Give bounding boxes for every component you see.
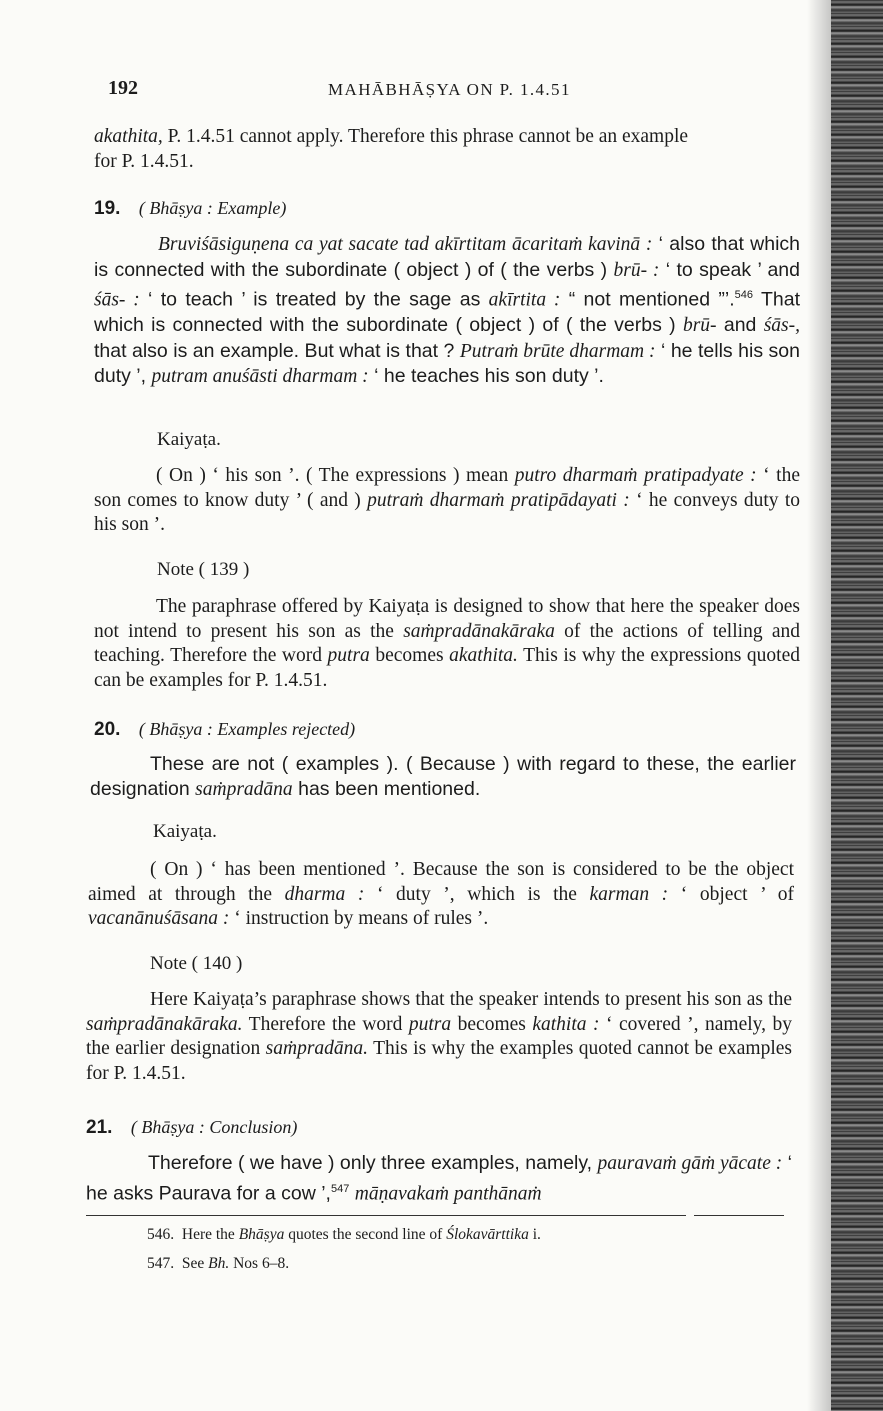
- intro-text: P. 1.4.51 cannot apply. Therefore this phrase cannot be an example: [162, 126, 689, 147]
- text: ‘ covered ’, namely, by the earlier designation: [86, 1013, 792, 1059]
- term: Ślokavārttika: [446, 1226, 529, 1243]
- text: and: [716, 314, 764, 336]
- note-140-heading: Note ( 140 ): [150, 953, 243, 974]
- note-140-paragraph: [86, 988, 792, 1086]
- text: ‘ he conveys duty to his son ’.: [94, 489, 801, 535]
- term: saṁpradānakāraka: [403, 620, 555, 642]
- section-21-heading: [86, 1117, 297, 1139]
- text: That which is connected with the subordinate ( object ) of ( the verbs ): [94, 288, 800, 336]
- text: becomes: [369, 645, 450, 666]
- bhasya-example-paragraph: [94, 232, 800, 390]
- kaiyata-paragraph: [94, 464, 800, 538]
- footnote-546: [147, 1226, 541, 1244]
- quote: putro dharmaṁ pratipadyate :: [514, 465, 757, 486]
- section-19-heading: [94, 198, 286, 220]
- footnote-divider-right: [694, 1215, 784, 1216]
- text: Therefore ( we have ) only three examples, namely,: [148, 1152, 598, 1174]
- text: ‘ he teaches his son duty ’.: [368, 365, 604, 387]
- section-number: 20.: [94, 719, 121, 740]
- text: ‘ instruction by means of rules ’.: [229, 908, 489, 929]
- term: saṁpradāna.: [265, 1038, 369, 1059]
- text: Here Kaiyaṭa’s paraphrase shows that the speaker intends to present his son as the: [150, 989, 792, 1010]
- text: i.: [528, 1226, 541, 1243]
- text: ‘ he tells his son duty ’,: [94, 339, 800, 387]
- term: putra: [327, 645, 370, 666]
- term: kathita :: [532, 1013, 600, 1035]
- quote: Putraṁ brūte dharmam :: [459, 340, 656, 362]
- kaiyata-heading-2: Kaiyaṭa.: [153, 821, 217, 842]
- footnote-ref-547[interactable]: 547: [330, 1182, 350, 1195]
- text: This is why the examples quoted cannot be examples for P. 1.4.51.: [86, 1038, 792, 1084]
- quote: putram anuśāsti dharmam :: [151, 366, 369, 387]
- section-number: 21.: [86, 1117, 113, 1138]
- term: saṁpradāna: [195, 778, 293, 800]
- text: ‘ duty ’, which is the: [364, 883, 590, 905]
- text: ‘ also that which is connected with the subordinate ( object ) of ( the verbs ): [94, 233, 801, 281]
- section-number: 19.: [94, 198, 121, 219]
- text: ( On ) ‘ has been mentioned ’. Because the son is considered to be the object aimed at through the: [88, 859, 794, 905]
- text: Here the: [181, 1226, 239, 1243]
- text: These are not ( examples ). ( Because ) with regard to these, the earlier designation: [90, 753, 796, 800]
- section-20-heading: [94, 719, 355, 741]
- footnote-ref-546[interactable]: 546: [734, 289, 753, 301]
- footnote-number: 547.: [147, 1255, 175, 1272]
- text: of the actions of telling and teaching. Therefore the word: [94, 620, 800, 666]
- term: karman :: [589, 883, 669, 905]
- section-label: ( Bhāṣya : Examples rejected): [138, 719, 356, 739]
- text: See: [181, 1255, 209, 1272]
- quote: māṇavakaṁ panthānaṁ: [354, 1183, 542, 1204]
- note-139-paragraph: [94, 595, 800, 693]
- term: brū-: [682, 315, 717, 336]
- term: putra: [408, 1013, 452, 1035]
- text: “ not mentioned ”’.: [560, 288, 735, 311]
- bhasya-conclusion-paragraph: [86, 1151, 792, 1207]
- text: This is why the expressions quoted can be examples for P. 1.4.51.: [94, 645, 800, 691]
- quote: Bruviśāsiguṇena ca yat sacate tad akīrtitam ācaritaṁ kavinā :: [158, 234, 653, 255]
- running-title: MAHĀBHĀṢYA ON P. 1.4.51: [328, 80, 571, 99]
- term: dharma :: [284, 883, 365, 905]
- footnote-547: [147, 1255, 289, 1273]
- text: becomes: [451, 1013, 533, 1035]
- term: saṁpradānakāraka.: [86, 1013, 243, 1035]
- text: ‘ he asks Paurava for a cow ’,: [86, 1152, 792, 1204]
- book-spine-edge: [831, 0, 883, 1411]
- page-number: 192: [108, 77, 138, 99]
- term: Bh.: [208, 1255, 230, 1272]
- footnote-number: 546.: [147, 1226, 175, 1243]
- text: Therefore the word: [242, 1013, 409, 1035]
- intro-text-2: for P. 1.4.51.: [94, 150, 194, 172]
- text: quotes the second line of: [284, 1226, 447, 1243]
- text: ‘ the son comes to know duty ’ ( and ): [94, 465, 800, 511]
- kaiyata-heading: Kaiyaṭa.: [157, 429, 221, 450]
- term: brū- :: [613, 259, 660, 281]
- section-label: ( Bhāṣya : Example): [138, 198, 287, 218]
- term: vacanānuśāsana :: [88, 908, 230, 929]
- intro-paragraph: [94, 125, 800, 174]
- term: akīrtita :: [488, 289, 561, 311]
- term: Bhāṣya: [238, 1226, 285, 1243]
- kaiyata-paragraph-2: [88, 858, 794, 932]
- text: has been mentioned.: [292, 777, 481, 800]
- note-139-heading: Note ( 139 ): [157, 559, 250, 580]
- quote: putraṁ dharmaṁ pratipādayati :: [367, 489, 630, 511]
- text: Nos 6–8.: [229, 1255, 290, 1272]
- quote: pauravaṁ gāṁ yācate :: [597, 1153, 783, 1174]
- section-label: ( Bhāṣya : Conclusion): [130, 1117, 298, 1137]
- text: The paraphrase offered by Kaiyaṭa is designed to show that here the speaker does not intend to present his son as the: [94, 596, 800, 642]
- intro-term: akathita,: [94, 126, 163, 147]
- text: ( On ) ‘ his son ’. ( The expressions ) mean: [156, 465, 515, 486]
- term: śās- :: [94, 289, 140, 311]
- text: that also is an example. But what is that ?: [94, 339, 460, 362]
- bhasya-rejected-paragraph: [90, 752, 796, 802]
- text: ‘ to speak ’ and: [659, 258, 800, 281]
- text: ‘ to teach ’ is treated by the sage as: [139, 288, 489, 311]
- term: akathita.: [449, 645, 518, 666]
- term: śās-,: [763, 315, 801, 336]
- footnote-divider: [86, 1215, 686, 1216]
- text: ‘ object ’ of: [668, 883, 794, 905]
